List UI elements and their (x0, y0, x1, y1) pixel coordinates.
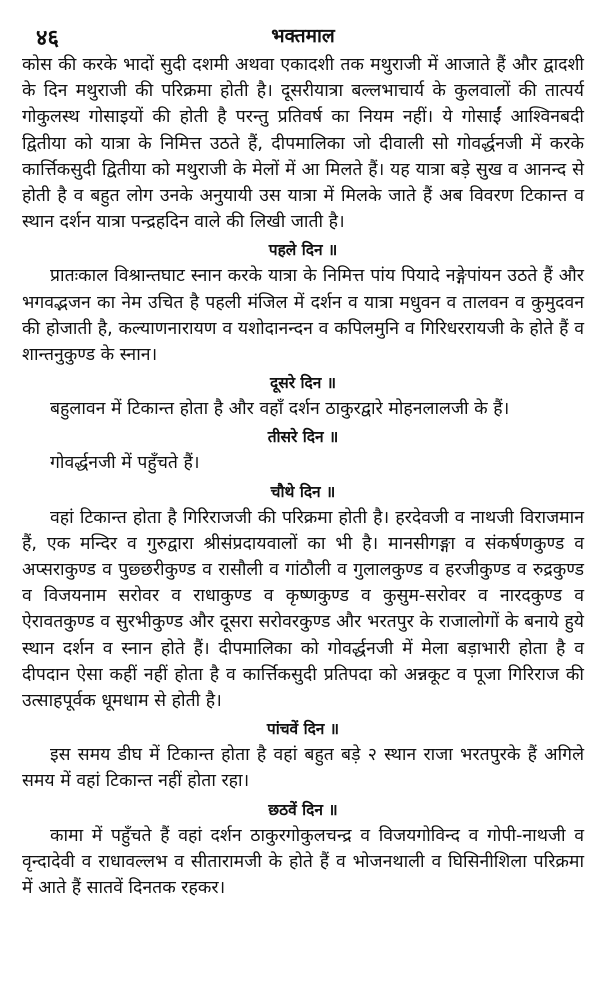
intro-paragraph: कोस की करके भादों सुदी दशमी अथवा एकादशी तक मथुराजी में आजाते हैं और द्वादशी के दिन मथुराजी की परिक्रमा होती है। दूसरीयात्रा बल्लभाचार्य के कुलवालों की तात्पर्य गोकुलस्थ गोसाइयों की होती है परन्तु प्रतिवर्ष का नियम नहीं। ये गोसाईं आश्विनबदी द्वितीया को यात्रा के निमित्त उठते हैं, दीपमालिका जो दीवाली सो गोवर्द्धनजी में करके कार्त्तिकसुदी द्वितीया को मथुराजी के मेलों में आ मिलते हैं। यह यात्रा बड़े सुख व आनन्द से होती है व बहुत लोग उनके अनुयायी उस यात्रा में मिलके जाते हैं अब विवरण टिकान्त व स्थान दर्शन यात्रा पन्द्रहदिन वाले की लिखी जाती है। (22, 55, 584, 233)
section-heading-day-6: छठवें दिन ॥ (268, 800, 338, 819)
page-header (22, 0, 584, 52)
section-text-day-5: इस समय डीघ में टिकान्त होता है वहां बहुत बड़े २ स्थान राजा भरतपुरके हैं अगिले समय में वहां टिकान्त नहीं होता रहा। (22, 745, 584, 792)
section-text-day-2: बहुलावन में टिकान्त होता है और वहाँ दर्शन ठाकुरद्वारे मोहनलालजी के हैं। (50, 399, 510, 420)
section-heading-day-2: दूसरे दिन ॥ (270, 374, 336, 393)
page-body (22, 52, 584, 901)
section-heading-day-5: पांचवें दिन ॥ (266, 720, 340, 739)
running-title: भक्तमाल (271, 25, 335, 47)
section-heading-day-1: पहले दिन ॥ (268, 241, 338, 260)
section-text-day-6: कामा में पहुँचते हैं वहां दर्शन ठाकुरगोकुलचन्द्र व विजयगोविन्द व गोपी-नाथजी व वृन्दादेवी व राधावल्लभ व सीतारामजी के होते हैं व भोजनथाली व घिसिनीशिला परिक्रमा में आते हैं सातवें दिनतक रहकर। (22, 825, 584, 899)
section-heading-day-4: चौथे दिन ॥ (270, 482, 336, 501)
section-text-day-3: गोवर्द्धनजी में पहुँचते हैं। (50, 453, 200, 474)
page-number: ४६ (36, 26, 59, 51)
section-text-day-4: वहां टिकान्त होता है गिरिराजजी की परिक्रमा होती है। हरदेवजी व नाथजी विराजमान हैं, एक मन्दिर व गुरुद्वारा श्रीसंप्रदायवालों का भी है। मानसीगङ्गा व संकर्षणकुण्ड व अप्सराकुण्ड व पुछ्छरीकुण्ड व रासौली व गांठौली व गुलालकुण्ड व हरजीकुण्ड व रुद्रकुण्ड व विजयनाम सरोवर व राधाकुण्ड व कृष्णकुण्ड व कुसुम-सरोवर व नारदकुण्ड व ऐरावतकुण्ड व सुरभीकुण्ड और दूसरा सरोवरकुण्ड और भरतपुर के राजालोगों के बनाये हुये स्थान दर्शन व स्नान होते हैं। दीपमालिका को गोवर्द्धनजी में मेला बड़ाभारी होता है व दीपदान ऐसा कहीं नहीं होता है व कार्त्तिकसुदी प्रतिपदा को अन्नकूट व पूजा गिरिराज की उत्साहपूर्वक धूमधाम से होती है। (22, 507, 584, 712)
section-heading-day-3: तीसरे दिन ॥ (267, 428, 339, 447)
section-text-day-1: प्रातःकाल विश्रान्तघाट स्नान करके यात्रा के निमित्त पांय पियादे नङ्गेपांयन उठते हैं और भगवद्भजन का नेम उचित है पहली मंजिल में दर्शन व यात्रा मधुवन व तालवन व कुमुदवन की होजाती है, कल्याणनारायण व यशोदानन्दन व कपिलमुनि व गिरिधररायजी के होते हैं व शान्तनुकुण्ड के स्नान। (22, 266, 584, 366)
